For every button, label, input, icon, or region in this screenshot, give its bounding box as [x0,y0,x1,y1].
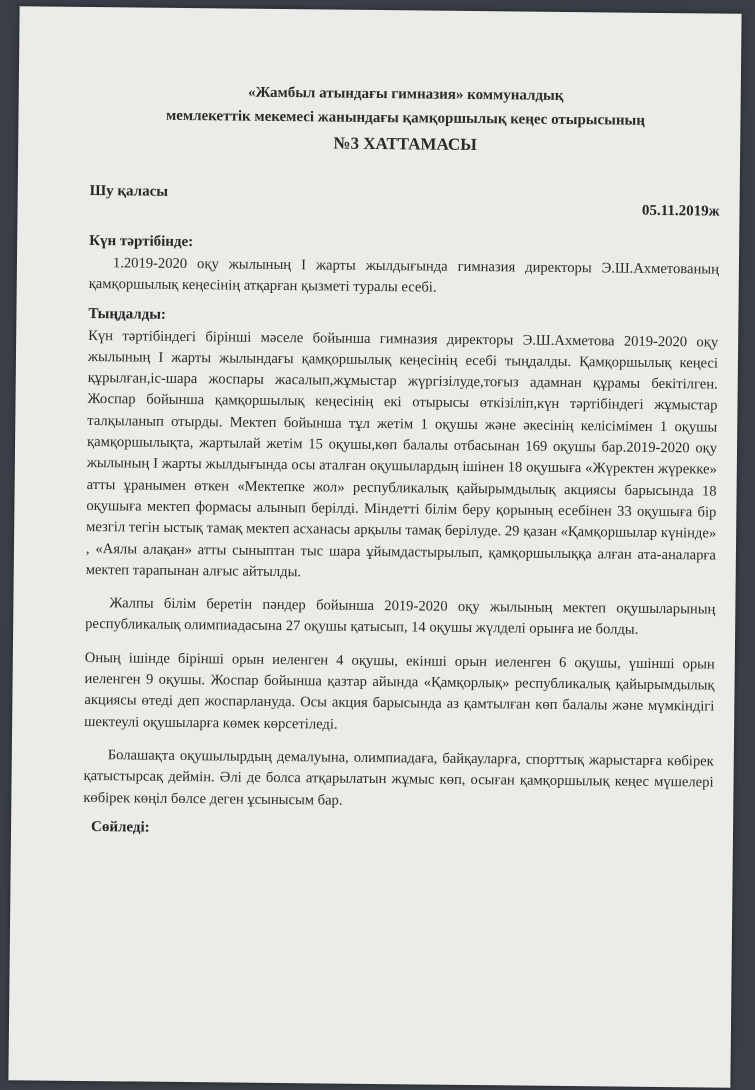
title-line-2: мемлекеттік мекемесі жанындағы қамқоршылық кеңес отырысының [165,107,646,129]
meta-row [89,183,719,230]
spoke-heading: Сөйледі: [90,818,150,836]
title-line-1: «Жамбыл атындағы гимназия» коммуналдық [247,84,564,104]
heard-paragraph-3: Оның ішінде бірінші орын иеленген 4 оқушы, екінші орын иеленген 6 оқушы, үшінші орын иеленген 9 оқушы. Жоспар бойынша қазтар айында «Қамқорлық» республикалық қайырымдылық акциясы өтеді деп жоспарлануда. Осы акция барысында аз қамтылған көп балалы және мүмкіндігі шектеулі оқушыларға көмек көрсетіледі. [84,649,715,733]
heard-paragraph-1: Күн тәртібіндегі бірінші мәселе бойынша гимназия директоры Э.Ш.Ахметова 2019-2020 оқу жылының I жарты жылындағы қамқоршылық кеңесінің есебі тыңдалды. Қамқоршылық кеңесі құрылған,іс-шара жоспары жасалып,жұмыстар жүргізілуде,тоғыз адамнан құрамы бекітілген. Жоспар бойынша қамқоршылық кеңесінің екі отырысы өткізіліп,күн тәртібіндегі жұмыстар талқыланып отырды. Мектеп бойынша тұл жетім 1 оқушы және әкесінің келісімімен 1 оқушы қамқоршылықта, жартылай жетім 15 оқушы,көп балалы отбасынан 169 оқушы бар.2019-2020 оқу жылының I жарты жылдығында осы аталған оқушылардың ішінен 18 оқушыға «Жүректен жүрекке» атты ұранымен өткен «Мектепке жол» республикалық қайырымдылық акциясы барысында 18 оқушыға мектеп формасы алынып берілді. Міндетті білім беру қорының есебінен 33 оқушыға бір мезгіл тегін ыстық тамақ мектеп асханасы арқылы тамақ берілуде. 29 қазан «Қамқоршылар күнінде» , «Аялы алақан» атты сыныптан тыс шара ұйымдастырылып, қамқоршылыққа алған ата-аналарға мектеп тарапынан алғыс айтылды. [85,327,719,581]
date: 05.11.2019ж [641,202,720,220]
document-page [8,6,741,1088]
agenda-item: 1.2019-2020 оқу жылының I жарты жылдығында гимназия директоры Э.Ш.Ахметованың қамқоршылық кеңесінің атқарған қызметі туралы есебі. [88,255,720,296]
heard-paragraph-4: Болашақта оқушылырдың демалуына, олимпиадаға, байқауларға, спорттық жарыстарға көбірек қатыстырсақ деймін. Әлі де болса атқарылатын жұмыс көп, осыған қамқоршылық кеңес мүшелері көбірек көңіл бөлсе деген ұсынысым бар. [83,747,714,809]
agenda-heading: Күн тәртібінде: [89,232,194,251]
protocol-number: №3 ХАТТАМАСЫ [333,133,478,155]
heard-paragraph-2: Жалпы білім беретін пәндер бойынша 2019-2020 оқу жылының мектеп оқушыларының республикалық олимпиадасына 27 оқушы қатысып, 14 оқушы жүлделі орынға ие болды. [85,595,716,639]
document-content [83,79,721,845]
city: Шу қаласы [89,182,169,200]
heard-heading: Тыңдалды: [88,305,167,323]
